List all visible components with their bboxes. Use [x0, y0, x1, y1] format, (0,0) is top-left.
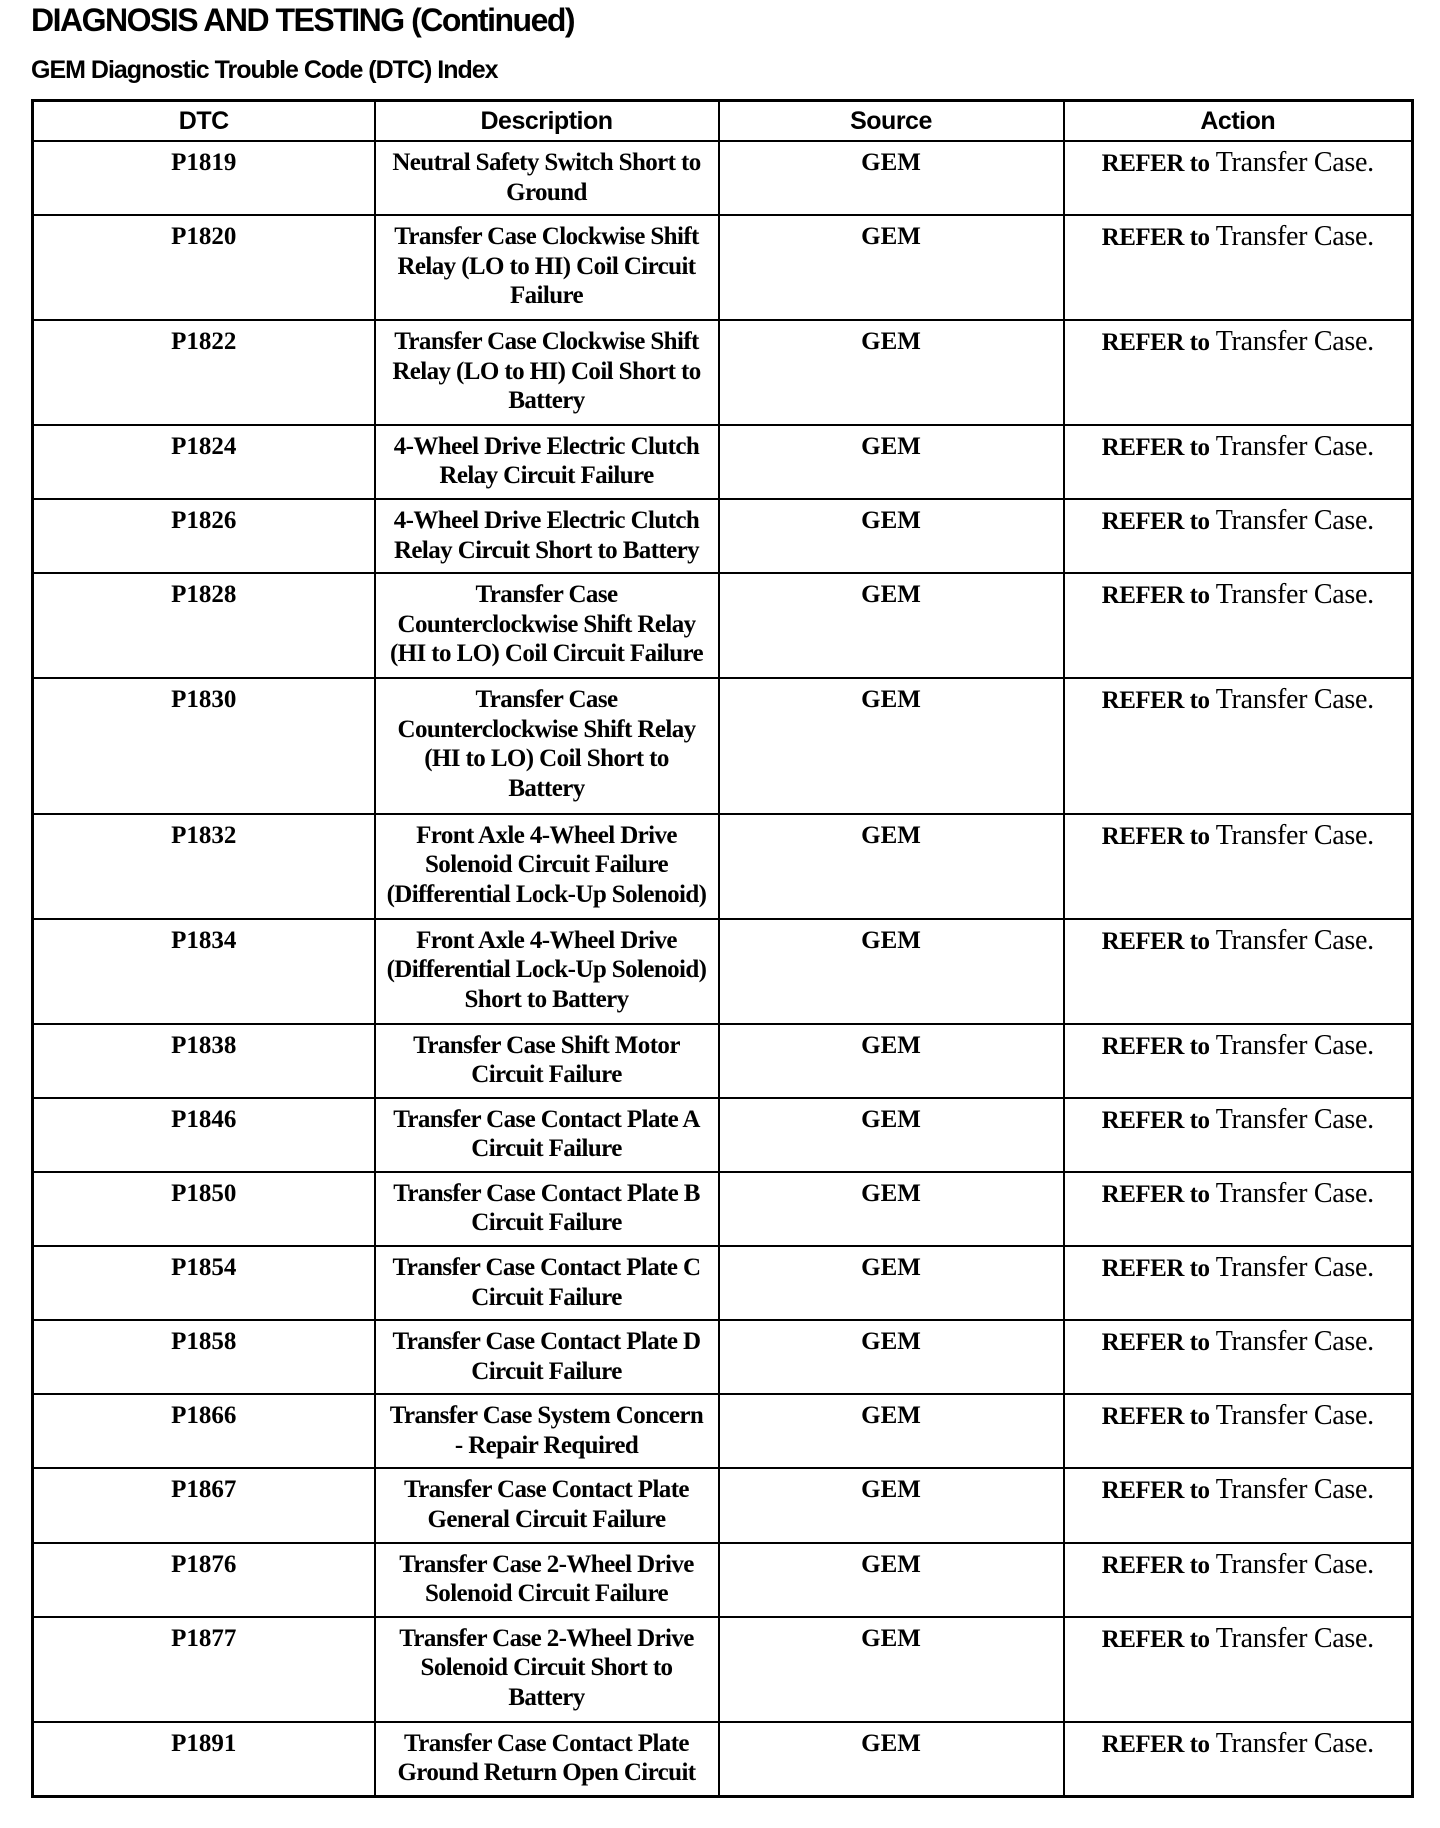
dtc-source: GEM: [719, 1024, 1064, 1098]
dtc-description: Transfer Case Contact Plate General Circuit Failure: [375, 1468, 719, 1542]
dtc-code: P1834: [33, 919, 375, 1024]
dtc-description: Transfer Case Counterclockwise Shift Relay (HI to LO) Coil Circuit Failure: [375, 573, 719, 678]
action-target: Transfer Case.: [1215, 1177, 1374, 1209]
action-refer: REFER to: [1101, 822, 1210, 850]
action-target: Transfer Case.: [1215, 1727, 1374, 1759]
action-refer: REFER to: [1101, 1403, 1210, 1431]
dtc-source: GEM: [719, 1617, 1064, 1722]
dtc-action: [1064, 141, 1413, 215]
dtc-description: Transfer Case System Concern - Repair Required: [375, 1394, 719, 1468]
dtc-code: P1838: [33, 1024, 375, 1098]
table-row: [33, 1172, 1413, 1246]
column-header-action: Action: [1064, 101, 1413, 142]
dtc-code: P1826: [33, 499, 375, 573]
dtc-action: [1064, 1722, 1413, 1797]
dtc-code: P1824: [33, 425, 375, 499]
dtc-description: Front Axle 4-Wheel Drive Solenoid Circuit Failure (Differential Lock-Up Solenoid): [375, 814, 719, 919]
table-row: [33, 215, 1413, 320]
dtc-source: GEM: [719, 678, 1064, 814]
dtc-source: GEM: [719, 1543, 1064, 1617]
dtc-action: [1064, 215, 1413, 320]
action-target: Transfer Case.: [1215, 819, 1374, 851]
action-target: Transfer Case.: [1215, 326, 1374, 358]
table-row: [33, 919, 1413, 1024]
action-refer: REFER to: [1101, 687, 1210, 715]
dtc-action: [1064, 499, 1413, 573]
action-refer: REFER to: [1101, 582, 1210, 610]
dtc-action: [1064, 1098, 1413, 1172]
dtc-description: Transfer Case Clockwise Shift Relay (LO to HI) Coil Short to Battery: [375, 320, 719, 425]
action-refer: REFER to: [1101, 150, 1210, 177]
dtc-code: P1830: [33, 678, 375, 814]
dtc-description: Transfer Case Shift Motor Circuit Failure: [375, 1024, 719, 1098]
dtc-index-table: [31, 99, 1414, 1798]
table-row: [33, 1024, 1413, 1098]
action-target: Transfer Case.: [1215, 430, 1374, 462]
action-refer: REFER to: [1101, 329, 1210, 357]
dtc-source: GEM: [719, 215, 1064, 320]
action-refer: REFER to: [1101, 1477, 1210, 1505]
column-header-source: Source: [719, 101, 1064, 142]
dtc-source: GEM: [719, 1394, 1064, 1468]
dtc-action: [1064, 1394, 1413, 1468]
dtc-source: GEM: [719, 814, 1064, 919]
action-refer: REFER to: [1101, 1625, 1210, 1653]
action-target: Transfer Case.: [1215, 684, 1374, 716]
dtc-code: P1854: [33, 1246, 375, 1320]
dtc-description: 4-Wheel Drive Electric Clutch Relay Circuit Short to Battery: [375, 499, 719, 573]
dtc-code: P1858: [33, 1320, 375, 1394]
dtc-action: [1064, 1617, 1413, 1722]
dtc-source: GEM: [719, 919, 1064, 1024]
dtc-description: Transfer Case Clockwise Shift Relay (LO to HI) Coil Circuit Failure: [375, 215, 719, 320]
dtc-description: Neutral Safety Switch Short to Ground: [375, 141, 719, 215]
table-row: [33, 1468, 1413, 1542]
dtc-description: Transfer Case Contact Plate D Circuit Failure: [375, 1320, 719, 1394]
dtc-code: P1866: [33, 1394, 375, 1468]
dtc-action: [1064, 919, 1413, 1024]
column-header-dtc: DTC: [33, 101, 375, 142]
action-refer: REFER to: [1101, 1329, 1210, 1357]
dtc-code: P1822: [33, 320, 375, 425]
table-row: [33, 1722, 1413, 1797]
dtc-source: GEM: [719, 141, 1064, 215]
action-refer: REFER to: [1101, 1255, 1210, 1283]
dtc-action: [1064, 425, 1413, 499]
table-row: [33, 814, 1413, 919]
action-target: Transfer Case.: [1215, 1103, 1374, 1135]
dtc-action: [1064, 814, 1413, 919]
action-target: Transfer Case.: [1215, 579, 1374, 611]
table-row: [33, 573, 1413, 678]
dtc-description: Transfer Case 2-Wheel Drive Solenoid Circuit Failure: [375, 1543, 719, 1617]
action-target: Transfer Case.: [1215, 1326, 1374, 1358]
dtc-description: Transfer Case Counterclockwise Shift Relay (HI to LO) Coil Short to Battery: [375, 678, 719, 814]
dtc-code: P1867: [33, 1468, 375, 1542]
table-row: [33, 1098, 1413, 1172]
dtc-action: [1064, 1468, 1413, 1542]
dtc-action: [1064, 573, 1413, 678]
action-refer: REFER to: [1101, 224, 1210, 252]
dtc-source: GEM: [719, 1722, 1064, 1797]
dtc-description: Transfer Case Contact Plate A Circuit Failure: [375, 1098, 719, 1172]
table-row: [33, 678, 1413, 814]
dtc-code: P1820: [33, 215, 375, 320]
dtc-source: GEM: [719, 499, 1064, 573]
action-target: Transfer Case.: [1215, 1474, 1374, 1506]
dtc-action: [1064, 320, 1413, 425]
dtc-code: P1819: [33, 141, 375, 215]
dtc-source: GEM: [719, 573, 1064, 678]
dtc-source: GEM: [719, 1468, 1064, 1542]
action-target: Transfer Case.: [1215, 924, 1374, 956]
action-target: Transfer Case.: [1215, 1548, 1374, 1580]
dtc-source: GEM: [719, 1320, 1064, 1394]
dtc-action: [1064, 1172, 1413, 1246]
dtc-code: P1877: [33, 1617, 375, 1722]
dtc-action: [1064, 1024, 1413, 1098]
table-row: [33, 141, 1413, 215]
action-target: Transfer Case.: [1215, 1622, 1374, 1654]
dtc-description: Transfer Case Contact Plate Ground Return Open Circuit: [375, 1722, 719, 1797]
table-row: [33, 1246, 1413, 1320]
table-row: [33, 499, 1413, 573]
dtc-code: P1891: [33, 1722, 375, 1797]
action-refer: REFER to: [1101, 1106, 1210, 1134]
table-row: [33, 1543, 1413, 1617]
dtc-source: GEM: [719, 1172, 1064, 1246]
action-target: Transfer Case.: [1215, 1400, 1374, 1432]
page-title: DIAGNOSIS AND TESTING (Continued): [31, 2, 575, 38]
action-refer: REFER to: [1101, 508, 1210, 536]
action-target: Transfer Case.: [1215, 147, 1374, 178]
dtc-code: P1846: [33, 1098, 375, 1172]
action-target: Transfer Case.: [1215, 1252, 1374, 1284]
dtc-action: [1064, 1543, 1413, 1617]
dtc-source: GEM: [719, 425, 1064, 499]
dtc-action: [1064, 1246, 1413, 1320]
dtc-source: GEM: [719, 1098, 1064, 1172]
action-target: Transfer Case.: [1215, 221, 1374, 253]
dtc-description: Front Axle 4-Wheel Drive (Differential Lock-Up Solenoid) Short to Battery: [375, 919, 719, 1024]
table-row: [33, 1394, 1413, 1468]
dtc-source: GEM: [719, 1246, 1064, 1320]
action-refer: REFER to: [1101, 1032, 1210, 1060]
dtc-code: P1876: [33, 1543, 375, 1617]
dtc-code: P1850: [33, 1172, 375, 1246]
table-row: [33, 320, 1413, 425]
action-refer: REFER to: [1101, 1551, 1210, 1579]
table-row: [33, 1617, 1413, 1722]
dtc-source: GEM: [719, 320, 1064, 425]
dtc-code: P1828: [33, 573, 375, 678]
section-title: GEM Diagnostic Trouble Code (DTC) Index: [31, 56, 498, 84]
action-refer: REFER to: [1101, 1730, 1210, 1758]
dtc-description: Transfer Case Contact Plate B Circuit Failure: [375, 1172, 719, 1246]
dtc-code: P1832: [33, 814, 375, 919]
dtc-description: Transfer Case Contact Plate C Circuit Failure: [375, 1246, 719, 1320]
dtc-action: [1064, 678, 1413, 814]
dtc-description: Transfer Case 2-Wheel Drive Solenoid Circuit Short to Battery: [375, 1617, 719, 1722]
action-refer: REFER to: [1101, 1180, 1210, 1208]
table-row: [33, 1320, 1413, 1394]
action-target: Transfer Case.: [1215, 505, 1374, 537]
dtc-description: 4-Wheel Drive Electric Clutch Relay Circuit Failure: [375, 425, 719, 499]
table-row: [33, 425, 1413, 499]
action-refer: REFER to: [1101, 433, 1210, 461]
table-header-row: [33, 101, 1413, 142]
dtc-action: [1064, 1320, 1413, 1394]
action-refer: REFER to: [1101, 927, 1210, 955]
column-header-description: Description: [375, 101, 719, 142]
action-target: Transfer Case.: [1215, 1029, 1374, 1061]
